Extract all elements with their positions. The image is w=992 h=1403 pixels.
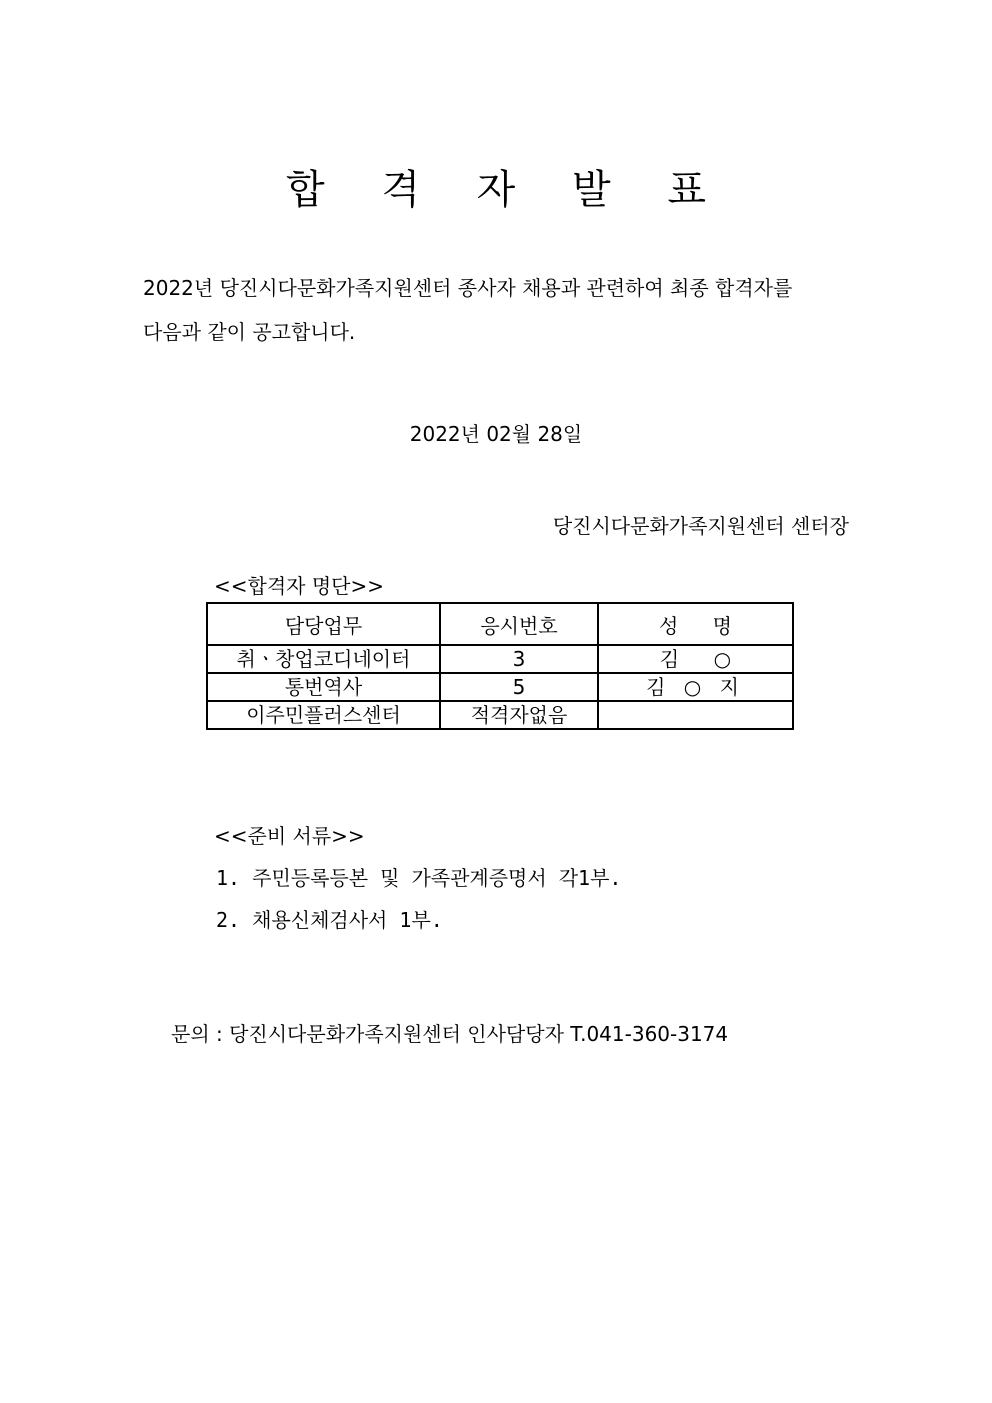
document-item: 2. 채용신체검사서 1부.	[216, 908, 443, 932]
header-applicant-number: 응시번호	[440, 603, 598, 645]
intro-line-1: 2022년 당진시다문화가족지원센터 종사자 채용과 관련하여 최종 합격자를	[143, 276, 793, 300]
cell-duty: 취ㆍ창업코디네이터	[207, 645, 440, 673]
signer: 당진시다문화가족지원센터 센터장	[552, 514, 849, 538]
documents-heading: <<준비 서류>>	[214, 824, 365, 848]
cell-name: 김 ○	[598, 645, 793, 673]
table-row	[207, 701, 793, 729]
cell-name: 김 ○ 지	[598, 673, 793, 701]
contact-info: 문의 : 당진시다문화가족지원센터 인사담당자 T.041-360-3174	[171, 1022, 729, 1046]
cell-applicant-number: 5	[440, 673, 598, 701]
cell-duty: 통번역사	[207, 673, 440, 701]
successful-applicants-table	[206, 602, 794, 730]
table-header-row	[207, 603, 793, 645]
table-row	[207, 673, 793, 701]
document-item: 1. 주민등록등본 및 가족관계증명서 각1부.	[216, 866, 622, 890]
cell-duty: 이주민플러스센터	[207, 701, 440, 729]
cell-applicant-number: 적격자없음	[440, 701, 598, 729]
page-title: 합 격 자 발 표	[285, 167, 729, 213]
table-row	[207, 645, 793, 673]
list-heading: <<합격자 명단>>	[214, 574, 384, 598]
announcement-date: 2022년 02월 28일	[409, 422, 583, 446]
cell-applicant-number: 3	[440, 645, 598, 673]
cell-name	[598, 701, 793, 729]
header-name: 성 명	[598, 603, 793, 645]
header-duty: 담당업무	[207, 603, 440, 645]
intro-line-2: 다음과 같이 공고합니다.	[143, 320, 356, 344]
